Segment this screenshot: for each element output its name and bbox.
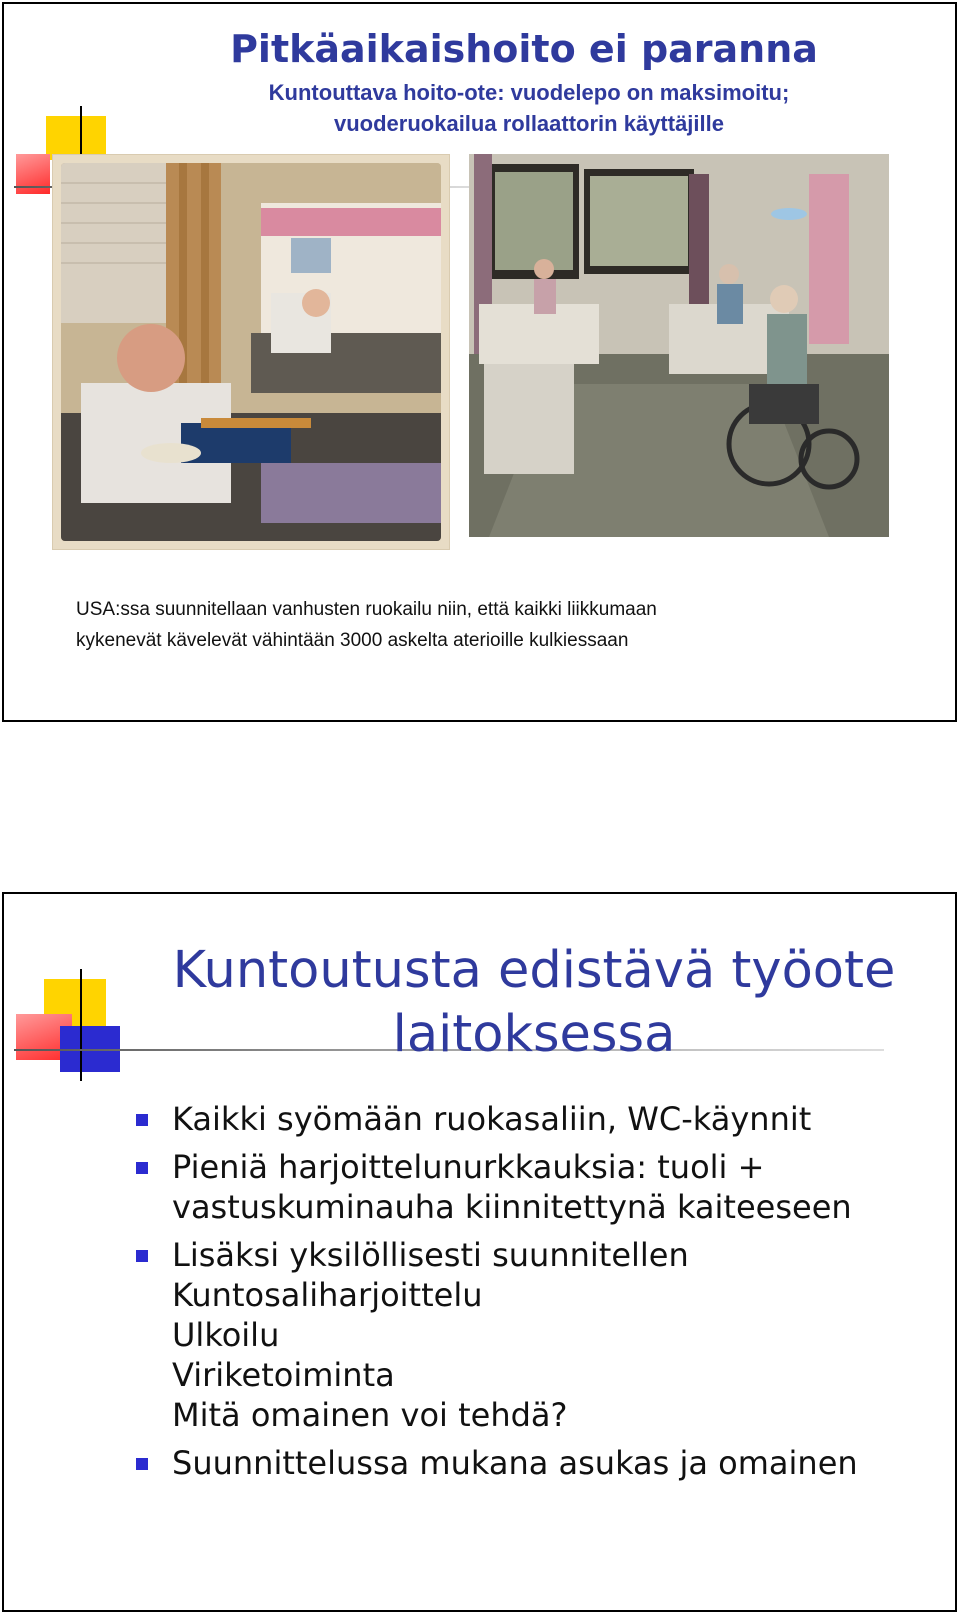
bullet-text: Suunnittelussa mukana asukas ja omainen: [172, 1444, 858, 1482]
slide-2: [2, 892, 957, 1612]
bullet-list: [134, 1099, 934, 1491]
bullet-text: Kaikki syömään ruokasaliin, WC-käynnit: [172, 1100, 812, 1138]
bullet-item: [134, 1235, 934, 1435]
title-line: Kuntoutusta edistävä työote: [172, 941, 896, 1000]
bullet-item: [134, 1147, 934, 1227]
bullet-item: [134, 1099, 934, 1139]
deco-vertical-line: [80, 969, 82, 1081]
bullet-text: Kuntosaliharjoittelu: [172, 1276, 483, 1314]
deco-red-square: [16, 154, 50, 194]
slide-1-title: Pitkäaikaishoito ei paranna: [230, 27, 818, 71]
subtitle-line: vuoderuokailua rollaattorin käyttäjille: [334, 111, 724, 136]
caption-line: kykenevät kävelevät vähintään 3000 askelta aterioille kulkiessaan: [76, 630, 629, 651]
bullet-text: Mitä omainen voi tehdä?: [172, 1396, 568, 1434]
slide-1: [2, 2, 957, 722]
subtitle-line: Kuntouttava hoito-ote: vuodelepo on maksimoitu;: [268, 80, 790, 105]
slide-2-title: [154, 939, 914, 1067]
bullet-square-icon: [136, 1162, 148, 1174]
bullet-text: Ulkoilu: [172, 1316, 280, 1354]
bullet-item: [134, 1443, 934, 1483]
bullet-square-icon: [136, 1250, 148, 1262]
photo-ward-room-illustration: [469, 154, 889, 537]
bullet-text: Viriketoiminta: [172, 1356, 395, 1394]
caption-line: USA:ssa suunnitellaan vanhusten ruokailu niin, että kaikki liikkumaan: [76, 599, 657, 620]
bullet-square-icon: [136, 1458, 148, 1470]
photo-ward-room: [469, 154, 889, 537]
slide-1-caption: [76, 594, 896, 656]
bullet-text: vastuskuminauha kiinnitettynä kaiteeseen: [172, 1188, 852, 1226]
bullet-square-icon: [136, 1114, 148, 1126]
photo-hospital-room-illustration: [61, 163, 441, 541]
bullet-text: Pieniä harjoittelunurkkauksia: tuoli +: [172, 1148, 765, 1186]
slide-1-subtitle: [184, 77, 874, 139]
title-line: laitoksessa: [392, 1005, 676, 1064]
bullet-text: Lisäksi yksilöllisesti suunnitellen: [172, 1236, 689, 1274]
photo-hospital-room: [52, 154, 450, 550]
